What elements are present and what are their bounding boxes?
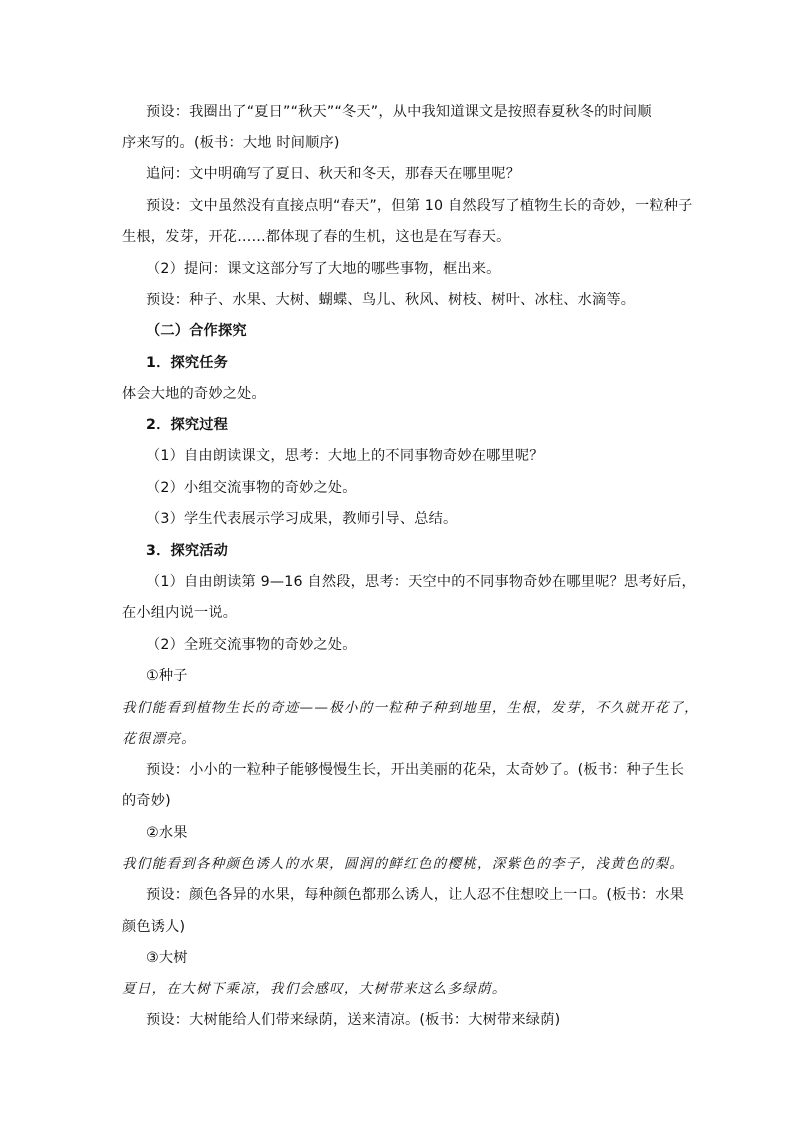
quoted-text: 我们能看到各种颜色诱人的水果，圆润的鲜红色的樱桃，深紫色的李子，浅黄色的梨。: [122, 856, 685, 872]
item-label: ②水果: [146, 825, 188, 841]
paragraph-line: 预设：种子、水果、大树、蝴蝶、鸟儿、秋风、树枝、树叶、冰柱、水滴等。: [146, 292, 636, 308]
paragraph-line: （1）自由朗读第 9—16 自然段，思考：天空中的不同事物奇妙在哪里呢？思考好后，: [146, 574, 696, 590]
paragraph-line: 预设：我圈出了“夏日”“秋天”“冬天”，从中我知道课文是按照春夏秋冬的时间顺: [146, 104, 652, 120]
quoted-text: 我们能看到植物生长的奇迹——极小的一粒种子种到地里，生根，发芽，不久就开花了，: [122, 700, 699, 716]
paragraph-line: （2）全班交流事物的奇妙之处。: [146, 637, 357, 653]
paragraph-line: 预设：文中虽然没有直接点明“春天”，但第 10 自然段写了植物生长的奇妙，一粒种子: [146, 198, 693, 214]
quoted-text: 花很漂亮。: [122, 731, 196, 747]
paragraph-line: （2）提问：课文这部分写了大地的哪些事物，框出来。: [146, 261, 501, 277]
paragraph-line: 预设：颜色各异的水果，每种颜色都那么诱人，让人忍不住想咬上一口。(板书：水果: [146, 887, 685, 903]
item-label: ①种子: [146, 668, 188, 684]
paragraph-line: （3）学生代表展示学习成果，教师引导、总结。: [146, 511, 458, 527]
paragraph-line: 预设：小小的一粒种子能够慢慢生长，开出美丽的花朵，太奇妙了。(板书：种子生长: [146, 762, 685, 778]
paragraph-line: 在小组内说一说。: [122, 605, 238, 621]
paragraph-line: 生根，发芽，开花……都体现了春的生机，这也是在写春天。: [122, 229, 511, 245]
subsection-heading: 3．探究活动: [146, 543, 229, 559]
paragraph-line: 体会大地的奇妙之处。: [122, 386, 266, 402]
item-label: ③大树: [146, 950, 188, 966]
paragraph-line: （1）自由朗读课文，思考：大地上的不同事物奇妙在哪里呢？: [146, 448, 544, 464]
subsection-heading: 2．探究过程: [146, 417, 229, 433]
subsection-heading: 1．探究任务: [146, 355, 229, 371]
paragraph-line: 追问：文中明确写了夏日、秋天和冬天，那春天在哪里呢？: [146, 166, 521, 182]
quoted-text: 夏日，在大树下乘凉，我们会感叹，大树带来这么多绿荫。: [122, 981, 507, 997]
paragraph-line: （2）小组交流事物的奇妙之处。: [146, 480, 357, 496]
paragraph-line: 颜色诱人): [122, 919, 186, 935]
paragraph-line: 的奇妙): [122, 793, 171, 809]
section-heading: （二）合作探究: [146, 323, 247, 339]
paragraph-line: 序来写的。(板书：大地 时间顺序): [122, 135, 340, 151]
paragraph-line: 预设：大树能给人们带来绿荫，送来清凉。(板书：大树带来绿荫): [146, 1012, 561, 1028]
